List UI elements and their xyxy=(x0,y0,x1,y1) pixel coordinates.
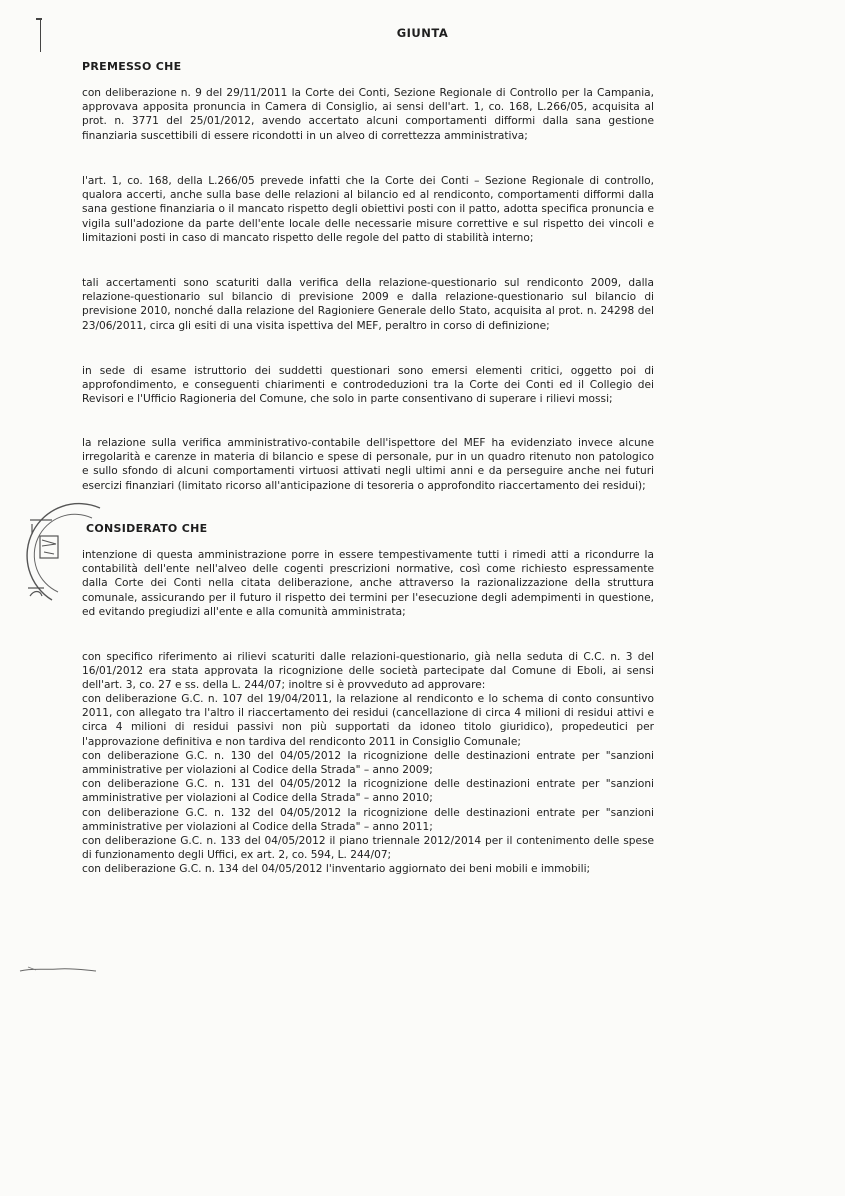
premesso-title: PREMESSO CHE xyxy=(82,60,182,73)
list-item: con deliberazione G.C. n. 133 del 04/05/2012 il piano triennale 2012/2014 per il contenimento delle spese di funzionamento degli Uffici, ex art. 2, co. 594, L. 244/07; xyxy=(82,835,654,862)
premesso-paragraph-3: tali accertamenti sono scaturiti dalla verifica della relazione-questionario sul rendiconto 2009, dalla relazione-questionario sul bilancio di previsione 2009 e dalla relazione-questionario sul bilancio di previsione 2010, nonché dalla relazione del Ragioniere Generale dello Stato, acquisita al prot. n. 24298 del 23/06/2011, circa gli esiti di una visita ispettiva del MEF, peraltro in corso di definizione; xyxy=(82,277,654,332)
list-item: con deliberazione G.C. n. 132 del 04/05/2012 la ricognizione delle destinazioni entrate per "sanzioni amministrative per violazioni al Codice della Strada" – anno 2011; xyxy=(82,806,654,833)
page-heading: GIUNTA xyxy=(396,26,449,40)
list-item: con deliberazione G.C. n. 131 del 04/05/2012 la ricognizione delle destinazioni entrate per "sanzioni amministrative per violazioni al Codice della Strada" – anno 2010; xyxy=(82,778,654,805)
list-item: con deliberazione G.C. n. 107 del 19/04/2011, la relazione al rendiconto e lo schema di conto consuntivo 2011, con allegato tra l'altro il riaccertamento dei residui (cancellazione di circa 4 milioni di residui attivi e circa 4 milioni di residui passivi non più supportati da idoneo titolo giuridico), propedeutici per l'approvazione definitiva e non tardiva del rendiconto 2011 in Consiglio Comunale; xyxy=(82,693,654,748)
premesso-paragraph-4: in sede di esame istruttorio dei suddetti questionari sono emersi elementi critici, oggetto poi di approfondimento, e conseguenti chiarimenti e controdeduzioni tra la Corte dei Conti ed il Collegio dei Revisori e l'Ufficio Ragioneria del Comune, che solo in parte consentivano di superare i rilievi mossi; xyxy=(82,365,654,406)
list-item: con deliberazione G.C. n. 134 del 04/05/2012 l'inventario aggiornato dei beni mobili e immobili; xyxy=(82,863,591,876)
premesso-paragraph-1: con deliberazione n. 9 del 29/11/2011 la Corte dei Conti, Sezione Regionale di Controllo per la Campania, approvava apposita pronuncia in Camera di Consiglio, ai sensi dell'art. 1, co. 168, L.266/05, acquisita al prot. n. 3771 del 25/01/2012, avendo accertato alcuni comportamenti difformi dalla sana gestione finanziaria suscettibili di essere ricondotti in un alveo di correttezza amministrativa; xyxy=(82,87,654,142)
deliberations-list xyxy=(82,692,654,877)
considerato-paragraph-1: intenzione di questa amministrazione porre in essere tempestivamente tutti i rimedi atti a ricondurre la contabilità dell'ente nell'alveo delle cogenti prescrizioni normative, così come richiesto espressamente dalla Corte dei Conti nella citata deliberazione, anche attraverso la razionalizzazione della struttura comunale, assicurando per il futuro il rispetto dei termini per l'esecuzione degli adempimenti in questione, ed evitando pregiudizi all'ente e alla comunità amministrata; xyxy=(82,549,654,618)
signature-scribble-icon xyxy=(18,962,98,976)
list-item: con deliberazione G.C. n. 130 del 04/05/2012 la ricognizione delle destinazioni entrate per "sanzioni amministrative per violazioni al Codice della Strada" – anno 2009; xyxy=(82,749,654,777)
considerato-paragraph-2: con specifico riferimento ai rilievi scaturiti dalle relazioni-questionario, già nella seduta di C.C. n. 3 del 16/01/2012 era stata approvata la ricognizione delle società partecipate dal Comune di Eboli, ai sensi dell'art. 3, co. 27 e ss. della L. 244/07; inoltre si è provveduto ad approvare: xyxy=(82,651,654,692)
premesso-paragraph-2: l'art. 1, co. 168, della L.266/05 prevede infatti che la Corte dei Conti – Sezione Regionale di controllo, qualora accerti, anche sulla base delle relazioni al bilancio ed al rendiconto, comportamenti difformi dalla sana gestione finanziaria o il mancato rispetto degli obiettivi posti con il patto, adotta specifica pronuncia e vigila sull'adozione da parte dell'ente locale delle necessarie misure correttive e sul rispetto dei vincoli e limitazioni posti in caso di mancato rispetto delle regole del patto di stabilità interno; xyxy=(82,175,654,244)
premesso-paragraph-5: la relazione sulla verifica amministrativo-contabile dell'ispettore del MEF ha evidenziato invece alcune irregolarità e carenze in materia di bilancio e spese di personale, pur in un quadro ritenuto non patologico e sullo sfondo di alcuni comportamenti virtuosi attivati negli ultimi anni e da perseguire anche nei futuri esercizi finanziari (limitato ricorso all'anticipazione di tesoreria o approfondito riaccertamento dei residui); xyxy=(82,437,654,492)
considerato-title: CONSIDERATO CHE xyxy=(86,522,208,535)
